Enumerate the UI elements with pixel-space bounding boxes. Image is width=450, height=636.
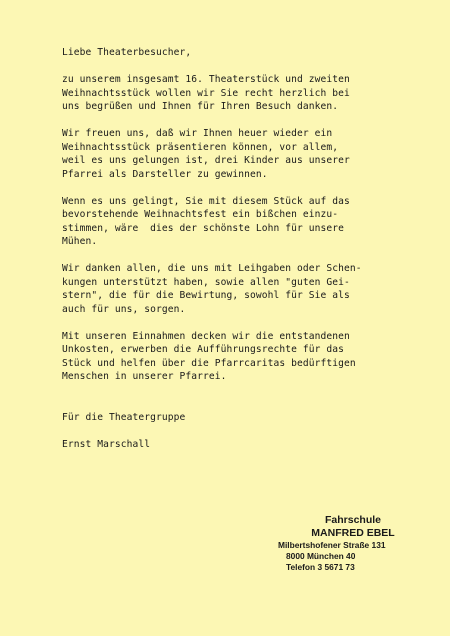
text-line: Wir danken allen, die uns mit Leihgaben oder Schen- xyxy=(62,263,362,274)
sponsor-label: Fahrschule xyxy=(324,514,382,526)
text-line: Pfarrei als Darsteller zu gewinnen. xyxy=(62,168,268,180)
closing: Für die Theatergruppe xyxy=(62,411,186,423)
text-line: Mühen. xyxy=(62,236,98,247)
sponsor-phone: Telefon 3 5671 73 xyxy=(286,562,355,572)
paragraph-5 xyxy=(62,330,392,384)
text-line: Stück und helfen über die Pfarrcaritas bedürftigen xyxy=(62,357,356,369)
letter-body xyxy=(62,46,392,451)
text-line: Wenn es uns gelingt, Sie mit diesem Stück auf das xyxy=(62,195,350,207)
text-line: bevorstehende Weihnachtsfest ein bißchen einzu- xyxy=(62,209,339,220)
sponsor-street: Milbertshofener Straße 131 xyxy=(278,540,386,550)
text-line: Weihnachtsstück präsentieren können, vor allem, xyxy=(62,141,339,153)
text-line: kungen unterstützt haben, sowie allen "guten Gei- xyxy=(62,276,350,288)
text-line: stimmen, wäre dies der schönste Lohn für unsere xyxy=(62,222,345,234)
signature: Ernst Marschall xyxy=(62,438,151,450)
paragraph-1 xyxy=(62,73,392,114)
text-line: weil es uns gelungen ist, drei Kinder aus unserer xyxy=(62,155,350,166)
text-line: Wir freuen uns, daß wir Ihnen heuer wieder ein xyxy=(62,128,333,139)
paragraph-2 xyxy=(62,127,392,181)
text-line: Menschen in unserer Pfarrei. xyxy=(62,371,227,382)
sponsor-city: 8000 München 40 xyxy=(286,551,356,561)
paragraph-3 xyxy=(62,195,392,249)
text-line: Weihnachtsstück wollen wir Sie recht herzlich bei xyxy=(62,87,350,99)
text-line: uns begrüßen und Ihnen für Ihren Besuch danken. xyxy=(62,101,339,112)
text-line: Unkosten, erwerben die Aufführungsrechte für das xyxy=(62,344,345,355)
paragraph-4 xyxy=(62,262,392,316)
sponsor-stamp xyxy=(278,514,428,573)
text-line: auch für uns, sorgen. xyxy=(62,303,186,315)
text-line: Mit unseren Einnahmen decken wir die entstandenen xyxy=(62,330,350,342)
sponsor-name: MANFRED EBEL xyxy=(311,527,395,539)
text-line: zu unserem insgesamt 16. Theaterstück und zweiten xyxy=(62,74,350,85)
text-line: stern", die für die Bewirtung, sowohl für Sie als xyxy=(62,290,350,301)
salutation: Liebe Theaterbesucher, xyxy=(62,47,192,58)
